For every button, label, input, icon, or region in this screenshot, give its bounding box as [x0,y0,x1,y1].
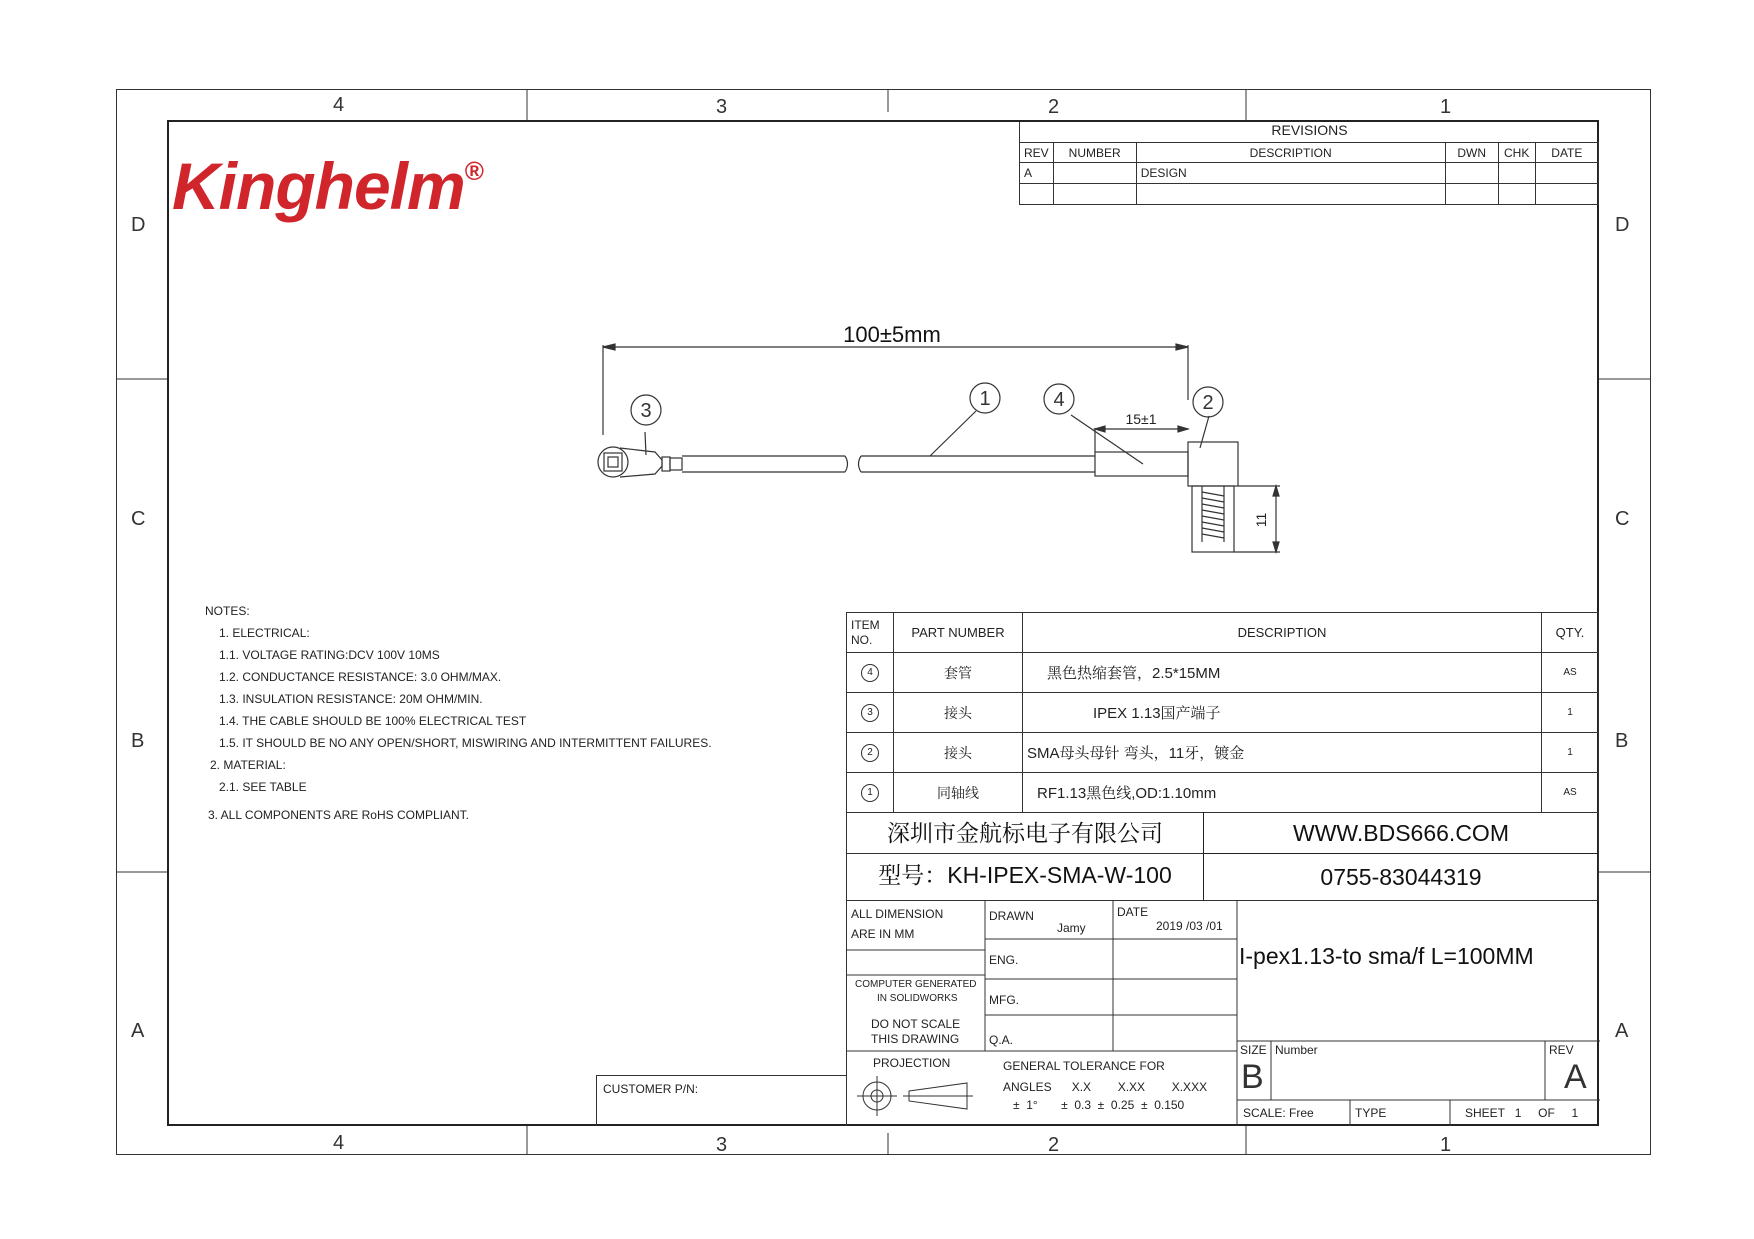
bom-item-balloon: 1 [861,784,879,802]
table-row [847,653,1599,693]
logo-text: Kinghelm [172,149,465,223]
zone-left-C: C [131,508,146,530]
revisions-table [1019,142,1599,205]
bom-header-description: DESCRIPTION [1023,613,1542,653]
bom-item-balloon: 4 [861,664,879,682]
tolerance-title: GENERAL TOLERANCE FOR [1003,1059,1165,1073]
do-not-scale-2: THIS DRAWING [871,1032,960,1046]
number-label: Number [1275,1043,1318,1057]
qa-label: Q.A. [989,1033,1014,1047]
rev-cell [1445,163,1498,184]
bom-desc-cell: RF1.13黑色线,OD:1.10mm [1023,773,1542,813]
bom-part-cell: 接头 [894,733,1023,773]
customer-pn-box [596,1075,847,1126]
do-not-scale-1: DO NOT SCALE [871,1017,961,1031]
computer-generated-1: COMPUTER GENERATED [855,979,977,990]
zone-bottom-3: 3 [716,1134,728,1156]
rev-cell [1535,184,1598,205]
bom-header-part: PART NUMBER [894,613,1023,653]
note-line: 1.4. THE CABLE SHOULD BE 100% ELECTRICAL TEST [219,714,527,728]
note-line: 2. MATERIAL: [210,758,286,772]
zone-right-C: C [1615,508,1630,530]
bom-desc-cell: IPEX 1.13国产端子 [1023,693,1542,733]
rev-cell: DESIGN [1136,163,1445,184]
zone-left-B: B [131,730,145,752]
zone-bottom-4: 4 [333,1132,345,1154]
ipex-connector [598,447,628,477]
zone-left-D: D [131,214,146,236]
cable-assembly-drawing [560,310,1300,560]
scale-label: SCALE: Free [1243,1106,1314,1120]
zone-bottom-2: 2 [1048,1134,1060,1156]
revisions-title: REVISIONS [1019,122,1599,144]
bom-header-item: ITEM NO. [847,613,894,653]
balloon-2-label: 2 [1202,392,1214,414]
bom-desc-cell: 黑色热缩套管，2.5*15MM [1023,653,1542,693]
title-block [846,901,1599,1126]
bom-desc-cell: SMA母头母针 弯头，11牙，镀金 [1023,733,1542,773]
note-line: 1.5. IT SHOULD BE NO ANY OPEN/SHORT, MISWIRING AND INTERMITTENT FAILURES. [219,736,712,750]
table-row [1020,184,1599,205]
bom-table [846,612,1599,813]
customer-pn-label: CUSTOMER P/N: [603,1082,699,1096]
title-block-grid [847,901,1600,1126]
table-row [1020,163,1599,184]
balloon-1-label: 1 [979,388,991,410]
model-number: 型号：KH-IPEX-SMA-W-100 [847,854,1204,901]
part-title: I-pex1.13-to sma/f L=100MM [1239,943,1534,969]
size-label: SIZE [1240,1043,1267,1057]
rev-cell [1053,163,1136,184]
rev-label: REV [1549,1043,1574,1057]
bom-qty-cell: 1 [1542,733,1599,773]
projection-label: PROJECTION [873,1056,951,1070]
company-block [846,812,1599,901]
tolerance-header: ANGLES X.X X.XX X.XXX [1003,1080,1208,1094]
tolerance-values: ± 1° ± 0.3 ± 0.25 ± 0.150 [1013,1098,1185,1112]
rev-header-dwn: DWN [1445,143,1498,163]
zone-top-1: 1 [1440,96,1452,118]
rev-value: A [1564,1058,1587,1096]
balloon-4-label: 4 [1053,389,1065,411]
company-website: WWW.BDS666.COM [1204,812,1598,854]
note-line: 3. ALL COMPONENTS ARE RoHS COMPLIANT. [208,808,469,822]
computer-generated-2: IN SOLIDWORKS [877,993,958,1004]
drawn-value: Jamy [1057,921,1086,935]
dim-note-1: ALL DIMENSION [851,907,944,921]
zone-left-A: A [131,1020,145,1042]
rev-header-date: DATE [1535,143,1598,163]
zone-top-4: 4 [333,94,345,116]
company-phone: 0755-83044319 [1320,864,1482,890]
type-label: TYPE [1355,1106,1387,1120]
zone-right-D: D [1615,214,1630,236]
notes-title: NOTES: [205,604,250,618]
note-line: 2.1. SEE TABLE [219,780,307,794]
zone-right-A: A [1615,1020,1629,1042]
rev-cell [1053,184,1136,205]
bom-part-cell: 套管 [894,653,1023,693]
bom-item-balloon: 2 [861,744,879,762]
rev-cell [1498,184,1535,205]
note-line: 1. ELECTRICAL: [219,626,310,640]
rev-cell [1020,184,1054,205]
sma-connector [1188,442,1238,486]
note-line: 1.2. CONDUCTANCE RESISTANCE: 3.0 OHM/MAX. [219,670,502,684]
zone-bottom-1: 1 [1440,1134,1452,1156]
eng-label: ENG. [989,953,1019,967]
bom-qty-cell: AS [1542,773,1599,813]
balloon-3-label: 3 [640,400,652,422]
table-row [847,773,1599,813]
rev-cell [1445,184,1498,205]
dim-note-2: ARE IN MM [851,927,915,941]
notes-block [205,600,712,826]
note-line: 1.3. INSULATION RESISTANCE: 20M OHM/MIN. [219,692,483,706]
thread-dimension-text: 11 [1253,512,1269,528]
table-row [847,733,1599,773]
rev-header-rev: REV [1020,143,1054,163]
date-label: DATE [1117,905,1149,919]
length-dimension-text: 100±5mm [843,322,941,347]
rev-header-chk: CHK [1498,143,1535,163]
sheet-label: SHEET 1 OF 1 [1465,1106,1579,1120]
date-value: 2019 /03 /01 [1156,919,1223,933]
logo-registered-mark: ® [464,156,483,186]
bom-qty-cell: AS [1542,653,1599,693]
boot-dimension-text: 15±1 [1125,411,1157,427]
rev-cell [1136,184,1445,205]
rev-cell: A [1020,163,1054,184]
bom-qty-cell: 1 [1542,693,1599,733]
size-value: B [1241,1058,1264,1096]
bom-header-qty: QTY. [1542,613,1599,653]
zone-top-3: 3 [716,96,728,118]
zone-right-B: B [1615,730,1629,752]
note-line: 1.1. VOLTAGE RATING:DCV 100V 10MS [219,648,440,662]
rev-cell [1498,163,1535,184]
rev-header-number: NUMBER [1053,143,1136,163]
bom-part-cell: 同轴线 [894,773,1023,813]
bom-part-cell: 接头 [894,693,1023,733]
bom-item-balloon: 3 [861,704,879,722]
mfg-label: MFG. [989,993,1019,1007]
company-name: 深圳市金航标电子有限公司 [847,812,1204,854]
heat-shrink-sleeve [1095,452,1188,476]
zone-top-2: 2 [1048,96,1060,118]
table-row [847,693,1599,733]
kinghelm-logo [172,148,483,224]
drawn-label: DRAWN [989,909,1034,923]
rev-header-description: DESCRIPTION [1136,143,1445,163]
rev-cell [1535,163,1598,184]
